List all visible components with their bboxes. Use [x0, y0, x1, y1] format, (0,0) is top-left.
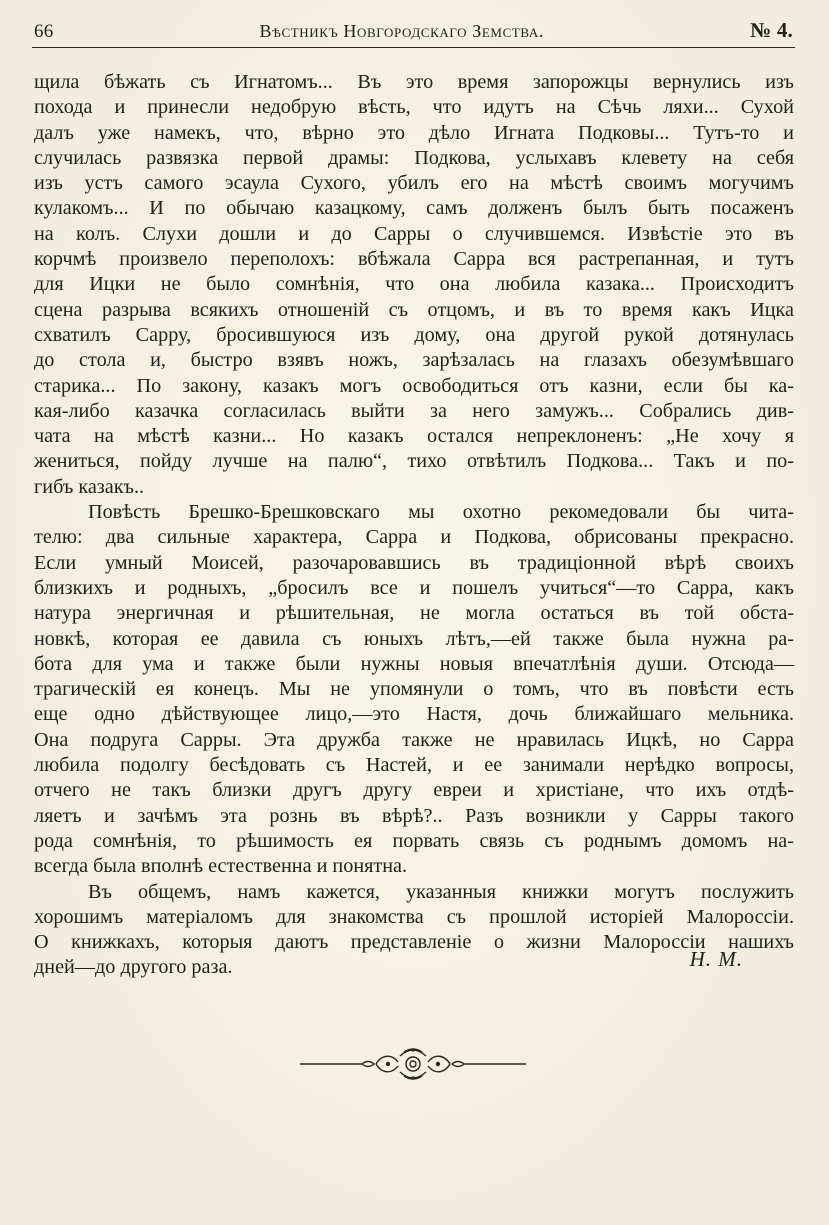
vignette-ornament: [300, 1046, 526, 1082]
text-line: бота для ума и также были нужны новыя впечатлѣнія души. Отсюда—: [34, 652, 794, 675]
running-header: [34, 18, 793, 48]
text-line: любила подолгу бесѣдовать съ Настей, и ее занимали нерѣдко вопросы,: [34, 754, 794, 777]
text-line: новкѣ, которая ее давила съ юныхъ лѣтъ,—ей также была нужна ра-: [34, 627, 794, 650]
paragraph: [34, 880, 794, 981]
text-line: до стола и, быстро взявъ ножъ, зарѣзалась на глазахъ обезумѣвшаго: [34, 349, 794, 372]
text-line: кулакомъ... И по обычаю казацкому, самъ долженъ былъ быть посаженъ: [34, 197, 794, 220]
text-line: еще одно дѣйствующее лицо,—это Настя, дочь ближайшаго мельника.: [34, 703, 794, 726]
paragraph: [34, 70, 794, 500]
paragraph: [34, 500, 794, 879]
page-number: 66: [34, 21, 54, 42]
text-line: схватилъ Сарру, бросившуюся изъ дому, она другой рукой дотянулась: [34, 323, 794, 346]
text-line: ляетъ и зачѣмъ эта рознь въ вѣрѣ?.. Разъ возникли у Сарры такого: [34, 804, 794, 827]
text-line: натура энергичная и рѣшительная, не могла остаться въ той обста-: [34, 602, 794, 625]
text-line: сцена разрыва всякихъ отношеній съ отцомъ, и въ то время какъ Ицка: [34, 298, 794, 321]
text-line: близкихъ и родныхъ, „бросилъ все и пошелъ учиться“—то Сарра, какъ: [34, 576, 794, 599]
issue-number: № 4.: [750, 18, 793, 42]
text-line: кая-либо казачка согласилась выйти за него замужъ... Собрались див-: [34, 399, 794, 422]
text-line: хорошимъ матеріаломъ для знакомства съ прошлой исторіей Малороссіи.: [34, 905, 794, 928]
text-line: рода сомнѣнія, то рѣшимость ея порвать связь съ роднымъ домомъ на-: [34, 829, 794, 852]
text-line: Въ общемъ, намъ кажется, указанныя книжки могутъ послужить: [88, 880, 794, 903]
text-line: Повѣсть Брешко-Брешковскаго мы охотно рекомедовали бы чита-: [88, 501, 794, 524]
text-line: гибъ казакъ..: [34, 475, 145, 498]
text-line: изъ устъ самого эсаула Сухого, убилъ его на мѣстѣ своимъ могучимъ: [34, 172, 794, 195]
text-line: отчего не такъ близки другъ другу евреи и христіане, что ихъ отдѣ-: [34, 779, 794, 802]
text-line: корчмѣ произвело переполохъ: вбѣжала Сарра вся растрепанная, и тутъ: [34, 248, 794, 271]
text-line: старика... По закону, казакъ могъ освободиться отъ казни, если бы ка-: [34, 374, 794, 397]
text-line: на колъ. Слухи дошли и до Сарры о случившемся. Извѣстіе это въ: [34, 222, 794, 245]
header-rule: [32, 47, 795, 48]
text-line: жениться, пойду лучше на палю“, тихо отвѣтилъ Подкова... Такъ и по-: [34, 450, 794, 473]
text-line: похода и принесли недобрую вѣсть, что идутъ на Сѣчь ляхи... Сухой: [34, 96, 794, 119]
text-line: случилась развязка первой драмы: Подкова, услыхавъ клевету на себя: [34, 146, 794, 169]
journal-title: Вѣстникъ Новгородскаго Земства.: [259, 21, 544, 41]
text-line: чата на мѣстѣ казни... Но казакъ остался непреклоненъ: „Не хочу я: [34, 425, 794, 448]
text-line: далъ уже намекъ, что, вѣрно это дѣло Игната Подковы... Тутъ-то и: [34, 121, 794, 144]
text-line: для Ицки не было сомнѣнія, что она любила казака... Происходитъ: [34, 273, 794, 296]
article-body: [34, 70, 794, 981]
text-line: Если умный Моисей, разочаровавшись въ традиціонной вѣрѣ своихъ: [34, 551, 794, 574]
text-line: Она подруга Сарры. Эта дружба также не нравилась Ицкѣ, но Сарра: [34, 728, 794, 751]
text-line: щила бѣжать съ Игнатомъ... Въ это время запорожцы вернулись изъ: [34, 71, 794, 93]
text-line: трагическій ея конецъ. Мы не упомянули о томъ, что въ повѣсти есть: [34, 678, 794, 701]
text-line: телю: два сильные характера, Сарра и Подкова, обрисованы прекрасно.: [34, 526, 794, 549]
author-signature: Н. М.: [689, 947, 743, 971]
text-line: О книжкахъ, которыя даютъ представленіе о жизни Малороссіи нашихъ: [34, 931, 794, 954]
text-line: дней—до другого раза.: [34, 956, 233, 979]
text-line: всегда была вполнѣ естественна и понятна.: [34, 855, 408, 878]
